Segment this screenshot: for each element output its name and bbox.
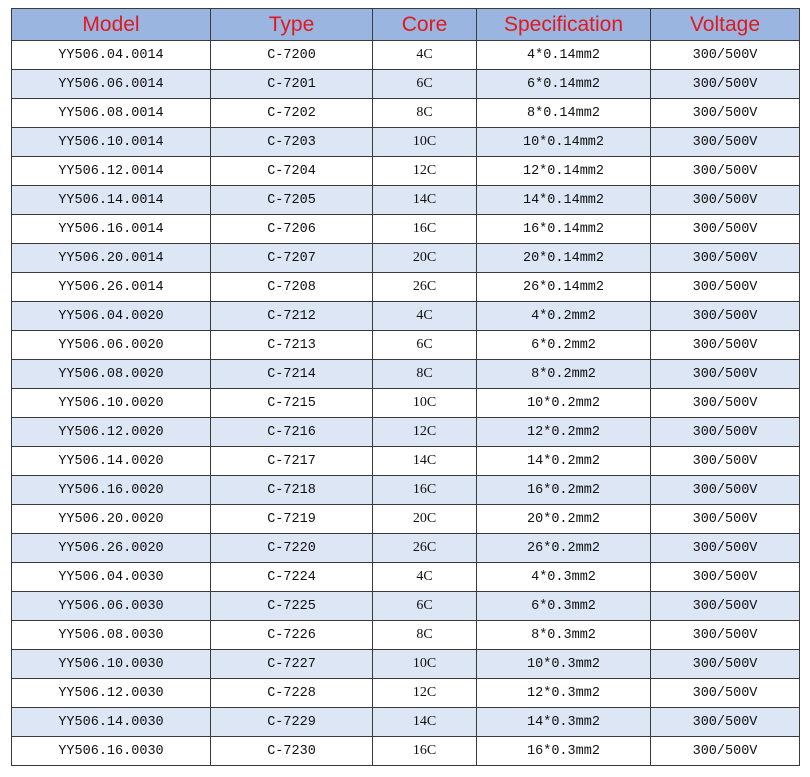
table-row	[12, 592, 800, 621]
core-cell: 6C	[373, 592, 477, 621]
type-cell: C-7205	[211, 186, 373, 215]
voltage-cell: 300/500V	[651, 679, 800, 708]
core-cell: 20C	[373, 505, 477, 534]
model-cell: YY506.20.0014	[12, 244, 211, 273]
table-row	[12, 360, 800, 389]
type-cell: C-7212	[211, 302, 373, 331]
specification-cell: 14*0.3mm2	[477, 708, 651, 737]
specification-cell: 8*0.2mm2	[477, 360, 651, 389]
table-row	[12, 128, 800, 157]
table-row	[12, 418, 800, 447]
model-cell: YY506.16.0014	[12, 215, 211, 244]
voltage-cell: 300/500V	[651, 157, 800, 186]
specification-cell: 8*0.3mm2	[477, 621, 651, 650]
core-cell: 12C	[373, 679, 477, 708]
model-cell: YY506.06.0030	[12, 592, 211, 621]
model-cell: YY506.08.0030	[12, 621, 211, 650]
type-cell: C-7216	[211, 418, 373, 447]
type-cell: C-7214	[211, 360, 373, 389]
model-cell: YY506.26.0020	[12, 534, 211, 563]
header-core: Core	[373, 9, 477, 41]
voltage-cell: 300/500V	[651, 592, 800, 621]
voltage-cell: 300/500V	[651, 99, 800, 128]
table-row	[12, 70, 800, 99]
specification-cell: 12*0.3mm2	[477, 679, 651, 708]
core-cell: 16C	[373, 737, 477, 766]
type-cell: C-7200	[211, 41, 373, 70]
table-header	[12, 9, 800, 41]
type-cell: C-7208	[211, 273, 373, 302]
model-cell: YY506.16.0030	[12, 737, 211, 766]
voltage-cell: 300/500V	[651, 621, 800, 650]
specification-cell: 10*0.14mm2	[477, 128, 651, 157]
table-row	[12, 621, 800, 650]
voltage-cell: 300/500V	[651, 331, 800, 360]
model-cell: YY506.14.0030	[12, 708, 211, 737]
specification-cell: 14*0.14mm2	[477, 186, 651, 215]
type-cell: C-7213	[211, 331, 373, 360]
core-cell: 14C	[373, 708, 477, 737]
specification-cell: 4*0.14mm2	[477, 41, 651, 70]
model-cell: YY506.12.0030	[12, 679, 211, 708]
header-model: Model	[12, 9, 211, 41]
specification-cell: 4*0.3mm2	[477, 563, 651, 592]
voltage-cell: 300/500V	[651, 302, 800, 331]
type-cell: C-7217	[211, 447, 373, 476]
model-cell: YY506.10.0030	[12, 650, 211, 679]
specification-cell: 12*0.14mm2	[477, 157, 651, 186]
table-body	[12, 41, 800, 766]
header-voltage: Voltage	[651, 9, 800, 41]
type-cell: C-7220	[211, 534, 373, 563]
core-cell: 10C	[373, 128, 477, 157]
voltage-cell: 300/500V	[651, 128, 800, 157]
type-cell: C-7202	[211, 99, 373, 128]
header-row	[12, 9, 800, 41]
specification-cell: 4*0.2mm2	[477, 302, 651, 331]
type-cell: C-7219	[211, 505, 373, 534]
cable-spec-table	[11, 8, 800, 766]
table-row	[12, 99, 800, 128]
table-row	[12, 41, 800, 70]
core-cell: 4C	[373, 41, 477, 70]
specification-cell: 26*0.2mm2	[477, 534, 651, 563]
specification-cell: 10*0.3mm2	[477, 650, 651, 679]
voltage-cell: 300/500V	[651, 244, 800, 273]
type-cell: C-7226	[211, 621, 373, 650]
specification-cell: 12*0.2mm2	[477, 418, 651, 447]
model-cell: YY506.10.0020	[12, 389, 211, 418]
type-cell: C-7224	[211, 563, 373, 592]
voltage-cell: 300/500V	[651, 534, 800, 563]
table-row	[12, 389, 800, 418]
table-row	[12, 215, 800, 244]
core-cell: 26C	[373, 273, 477, 302]
specification-cell: 6*0.3mm2	[477, 592, 651, 621]
core-cell: 16C	[373, 476, 477, 505]
voltage-cell: 300/500V	[651, 418, 800, 447]
core-cell: 6C	[373, 331, 477, 360]
model-cell: YY506.26.0014	[12, 273, 211, 302]
type-cell: C-7225	[211, 592, 373, 621]
specification-cell: 6*0.2mm2	[477, 331, 651, 360]
type-cell: C-7218	[211, 476, 373, 505]
type-cell: C-7230	[211, 737, 373, 766]
core-cell: 8C	[373, 99, 477, 128]
model-cell: YY506.12.0020	[12, 418, 211, 447]
core-cell: 4C	[373, 302, 477, 331]
type-cell: C-7228	[211, 679, 373, 708]
model-cell: YY506.08.0020	[12, 360, 211, 389]
specification-cell: 10*0.2mm2	[477, 389, 651, 418]
voltage-cell: 300/500V	[651, 563, 800, 592]
model-cell: YY506.16.0020	[12, 476, 211, 505]
core-cell: 8C	[373, 360, 477, 389]
type-cell: C-7229	[211, 708, 373, 737]
model-cell: YY506.06.0014	[12, 70, 211, 99]
voltage-cell: 300/500V	[651, 737, 800, 766]
voltage-cell: 300/500V	[651, 186, 800, 215]
specification-cell: 6*0.14mm2	[477, 70, 651, 99]
table-row	[12, 273, 800, 302]
model-cell: YY506.12.0014	[12, 157, 211, 186]
model-cell: YY506.14.0020	[12, 447, 211, 476]
specification-cell: 26*0.14mm2	[477, 273, 651, 302]
core-cell: 6C	[373, 70, 477, 99]
core-cell: 14C	[373, 447, 477, 476]
voltage-cell: 300/500V	[651, 70, 800, 99]
type-cell: C-7204	[211, 157, 373, 186]
specification-cell: 14*0.2mm2	[477, 447, 651, 476]
voltage-cell: 300/500V	[651, 215, 800, 244]
specification-cell: 16*0.14mm2	[477, 215, 651, 244]
table-row	[12, 331, 800, 360]
model-cell: YY506.08.0014	[12, 99, 211, 128]
specification-cell: 16*0.2mm2	[477, 476, 651, 505]
voltage-cell: 300/500V	[651, 505, 800, 534]
table-row	[12, 244, 800, 273]
table-row	[12, 186, 800, 215]
voltage-cell: 300/500V	[651, 273, 800, 302]
model-cell: YY506.04.0014	[12, 41, 211, 70]
table-row	[12, 737, 800, 766]
model-cell: YY506.20.0020	[12, 505, 211, 534]
cable-spec-table-container	[11, 8, 799, 766]
voltage-cell: 300/500V	[651, 41, 800, 70]
model-cell: YY506.06.0020	[12, 331, 211, 360]
model-cell: YY506.10.0014	[12, 128, 211, 157]
specification-cell: 8*0.14mm2	[477, 99, 651, 128]
model-cell: YY506.04.0030	[12, 563, 211, 592]
core-cell: 14C	[373, 186, 477, 215]
core-cell: 16C	[373, 215, 477, 244]
core-cell: 20C	[373, 244, 477, 273]
header-type: Type	[211, 9, 373, 41]
core-cell: 8C	[373, 621, 477, 650]
type-cell: C-7207	[211, 244, 373, 273]
table-row	[12, 563, 800, 592]
core-cell: 4C	[373, 563, 477, 592]
type-cell: C-7203	[211, 128, 373, 157]
header-specification: Specification	[477, 9, 651, 41]
type-cell: C-7201	[211, 70, 373, 99]
table-row	[12, 157, 800, 186]
voltage-cell: 300/500V	[651, 650, 800, 679]
table-row	[12, 534, 800, 563]
specification-cell: 20*0.2mm2	[477, 505, 651, 534]
table-row	[12, 679, 800, 708]
voltage-cell: 300/500V	[651, 360, 800, 389]
model-cell: YY506.14.0014	[12, 186, 211, 215]
model-cell: YY506.04.0020	[12, 302, 211, 331]
voltage-cell: 300/500V	[651, 389, 800, 418]
table-row	[12, 302, 800, 331]
core-cell: 26C	[373, 534, 477, 563]
core-cell: 12C	[373, 157, 477, 186]
voltage-cell: 300/500V	[651, 708, 800, 737]
core-cell: 10C	[373, 650, 477, 679]
type-cell: C-7227	[211, 650, 373, 679]
voltage-cell: 300/500V	[651, 447, 800, 476]
core-cell: 12C	[373, 418, 477, 447]
table-row	[12, 708, 800, 737]
voltage-cell: 300/500V	[651, 476, 800, 505]
table-row	[12, 505, 800, 534]
table-row	[12, 650, 800, 679]
table-row	[12, 447, 800, 476]
core-cell: 10C	[373, 389, 477, 418]
type-cell: C-7215	[211, 389, 373, 418]
specification-cell: 20*0.14mm2	[477, 244, 651, 273]
table-row	[12, 476, 800, 505]
specification-cell: 16*0.3mm2	[477, 737, 651, 766]
type-cell: C-7206	[211, 215, 373, 244]
